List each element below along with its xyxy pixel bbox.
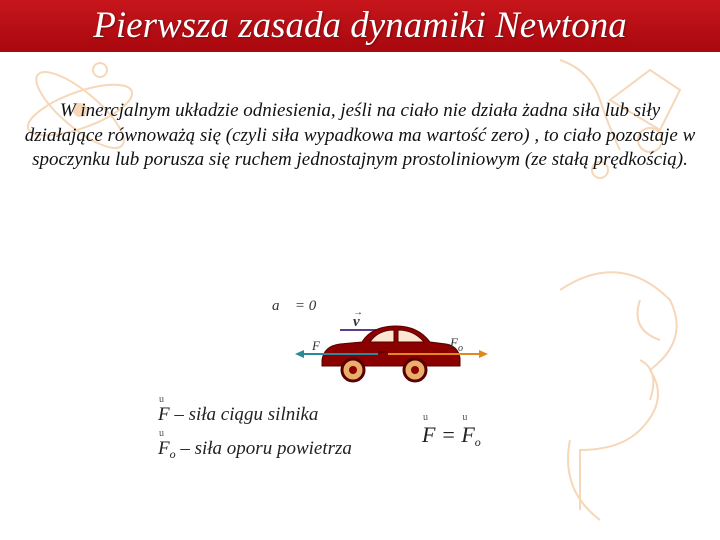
- car-force-diagram: [250, 290, 500, 390]
- thrust-force-label: F: [312, 338, 320, 353]
- drag-symbol: u $F_o$: [158, 428, 176, 461]
- equation-right: u $F_o$: [461, 412, 481, 449]
- thrust-text: – siła ciągu silnika: [169, 404, 319, 425]
- acceleration-label: a⃗ = 0: [272, 298, 317, 314]
- title-bar: [0, 0, 720, 52]
- velocity-label: v: [353, 314, 360, 330]
- equation-equals: =: [435, 422, 462, 447]
- thrust-symbol: u F: [158, 394, 170, 425]
- force-balance-equation: [422, 412, 481, 450]
- equation-left: u F: [422, 412, 436, 447]
- velocity-vector-mark: →: [353, 307, 363, 318]
- car-force-svg: [250, 290, 500, 390]
- drag-force-label: F: [450, 335, 458, 350]
- thrust-definition: [158, 394, 319, 426]
- drag-force-subscript: o: [457, 343, 463, 354]
- slide-title: Pierwsza zasada dynamiki Newtona: [93, 5, 627, 46]
- drag-definition: [158, 428, 352, 462]
- drag-text: – siła oporu powietrza: [175, 438, 352, 459]
- first-law-statement: W inercjalnym układzie odniesienia, jeśli na ciało nie działa żadna siła lub siły działające równoważą się (czyli siła wypadkowa ma wartość zero) , to ciało pozostaje w spoczynku lub porusza się ruchem jednostajnym prostoliniowym (ze stałą prędkością).: [24, 100, 696, 170]
